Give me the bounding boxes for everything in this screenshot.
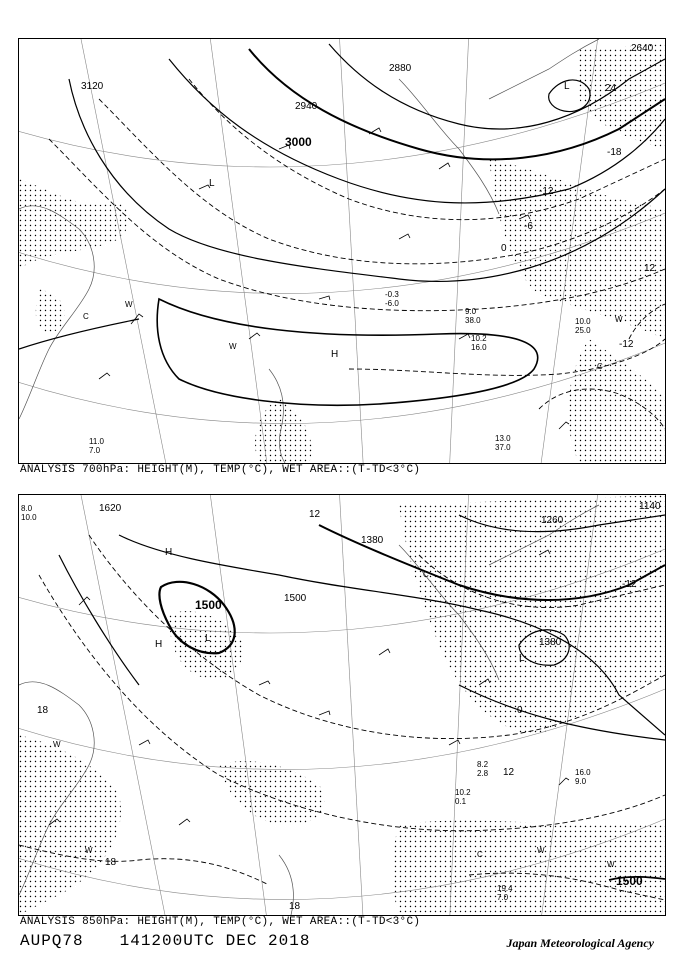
station-value: 10.0 <box>21 513 37 522</box>
temp-label: 12 <box>644 263 656 274</box>
high-marker: H <box>165 547 173 558</box>
warm-marker: W <box>537 846 545 855</box>
station-value: 9.0 <box>575 777 587 786</box>
height-label: 1620 <box>99 503 122 514</box>
station-value: 10.2 <box>471 334 487 343</box>
station-value: -6.0 <box>385 299 399 308</box>
temp-label: -18 <box>607 147 622 158</box>
height-label: 3120 <box>81 81 104 92</box>
height-label: 1380 <box>361 535 384 546</box>
caption-850hpa: ANALYSIS 850hPa: HEIGHT(M), TEMP(°C), WET AREA::(T-TD<3°C) <box>20 916 421 928</box>
station-value: 2.8 <box>477 769 489 778</box>
warm-marker: W <box>607 860 615 869</box>
temp-label: 18 <box>37 705 49 716</box>
analysis-850hpa-map <box>18 494 666 916</box>
agency-name: Japan Meteorological Agency <box>506 936 654 950</box>
station-value: 25.0 <box>575 326 591 335</box>
station-value: -0.3 <box>385 290 399 299</box>
low-marker: L <box>519 653 525 664</box>
station-value: 10.2 <box>455 788 471 797</box>
height-label: 1500 <box>195 598 222 612</box>
station-value: 13.0 <box>495 434 511 443</box>
high-marker: H <box>155 639 163 650</box>
caption-700hpa: ANALYSIS 700hPa: HEIGHT(M), TEMP(°C), WET AREA::(T-TD<3°C) <box>20 464 421 476</box>
temp-label: 0 <box>501 243 507 254</box>
cold-marker: C <box>597 362 603 371</box>
temp-label: 0 <box>517 705 523 716</box>
cold-marker: C <box>477 850 483 859</box>
station-value: 7.0 <box>89 446 101 455</box>
map-700hpa-graphic <box>19 39 665 463</box>
temp-label: 12 <box>503 767 515 778</box>
height-label: 2940 <box>295 101 318 112</box>
height-label: 2880 <box>389 63 412 74</box>
station-value: 11.0 <box>89 437 104 446</box>
station-value: 37.0 <box>495 443 511 452</box>
chart-code: AUPQ78 <box>20 932 84 950</box>
warm-marker: W <box>615 315 623 324</box>
analysis-700hpa-map <box>18 38 666 464</box>
cold-marker: C <box>423 570 429 579</box>
low-marker: L <box>564 81 570 92</box>
temp-label: -12 <box>539 186 554 197</box>
temp-label: -6 <box>524 221 533 232</box>
height-label: 1260 <box>541 515 564 526</box>
station-value: 16.0 <box>575 768 591 777</box>
station-value: 9.0 <box>465 307 477 316</box>
height-label: 2640 <box>631 43 654 54</box>
temp-label: -12 <box>622 579 637 590</box>
warm-marker: W <box>229 342 237 351</box>
station-value: 8.2 <box>477 760 489 769</box>
height-label: 3000 <box>285 135 312 149</box>
high-marker: H <box>331 349 339 360</box>
cold-marker: C <box>83 312 89 321</box>
low-marker: L <box>205 633 211 644</box>
station-value: 38.0 <box>465 316 481 325</box>
temp-label: 12 <box>309 509 321 520</box>
height-label: 1140 <box>639 501 661 512</box>
low-marker: L <box>209 178 215 189</box>
chart-code-and-time <box>20 932 310 950</box>
station-value: 8.0 <box>21 504 33 513</box>
station-value: 7.0 <box>497 893 509 902</box>
wet-area-stipple <box>19 495 665 915</box>
station-value: 19.4 <box>497 884 513 893</box>
station-value: 16.0 <box>471 343 487 352</box>
chart-datetime: 141200UTC DEC 2018 <box>119 932 311 950</box>
height-label: 1500 <box>616 874 643 888</box>
height-label: 1380 <box>539 637 562 648</box>
temp-label: 18 <box>105 857 117 868</box>
height-label: 1500 <box>284 593 307 604</box>
station-plots <box>89 290 591 455</box>
map-850hpa-graphic <box>19 495 665 915</box>
warm-marker: W <box>125 300 133 309</box>
station-value: 0.1 <box>455 797 467 806</box>
temp-label: 24 <box>605 83 617 94</box>
height-labels <box>81 43 654 149</box>
warm-marker: W <box>85 846 93 855</box>
temp-label: 18 <box>289 901 301 912</box>
station-value: 10.0 <box>575 317 591 326</box>
temp-label: -12 <box>619 339 634 350</box>
warm-marker: W <box>53 740 61 749</box>
